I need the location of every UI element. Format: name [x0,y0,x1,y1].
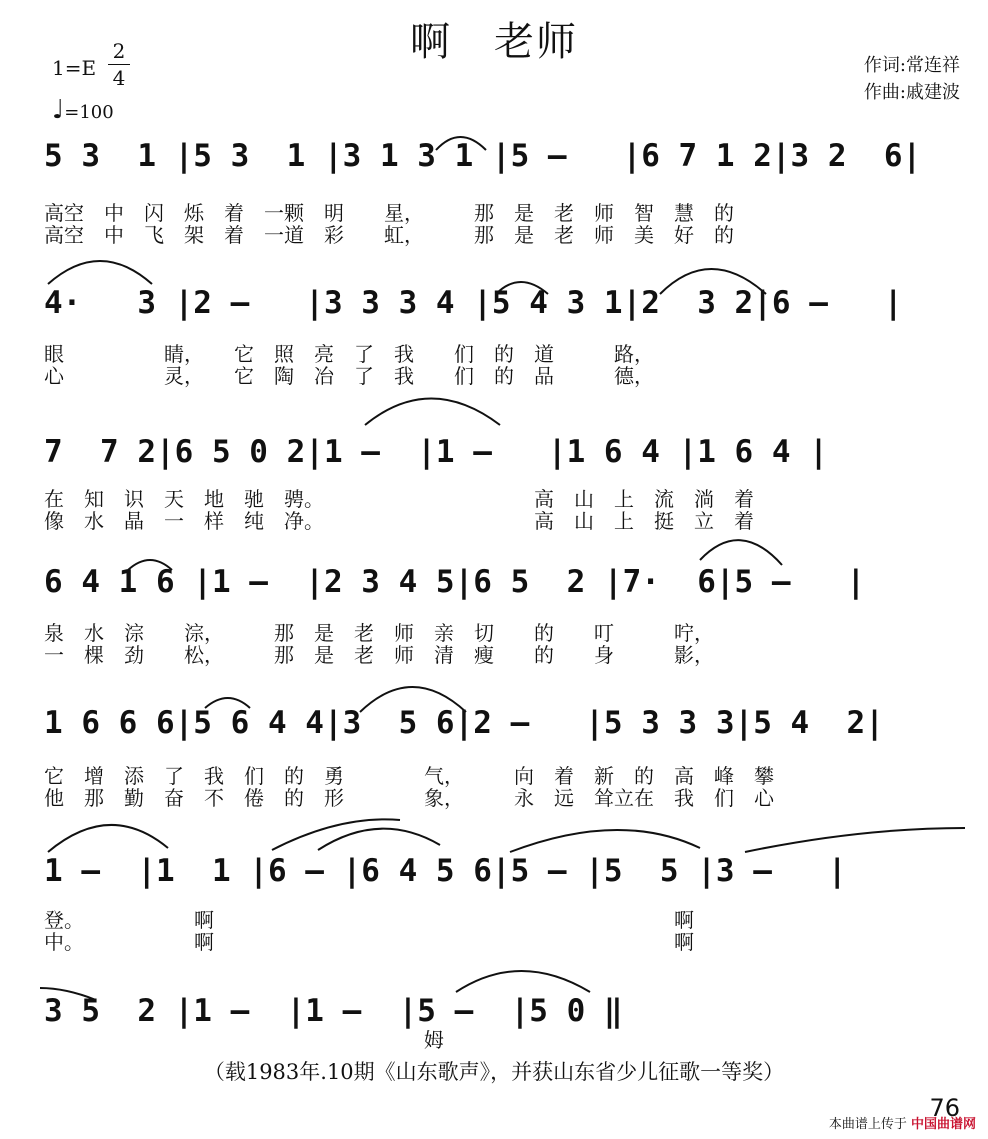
time-denominator: 4 [112,66,126,90]
slur-arc [128,560,172,570]
publication-note: （载1983年.10期《山东歌声》，并获山东省少儿征歌一等奖） [203,1060,785,1084]
quarter-note-icon: ♩ [52,95,65,125]
time-numerator: 2 [108,38,130,65]
page-number: 76 [929,1094,960,1122]
lyric-verse-1: 它 增 添 了 我 们 的 勇 气， 向 着 新 的 高 峰 攀 [44,764,774,788]
slur-arc [660,269,766,294]
slur-arc [48,825,168,852]
watermark-prefix: 本曲谱上传于 [828,1117,907,1132]
lyric-verse-1: 眼 睛， 它 照 亮 了 我 们 的 道 路， [44,342,654,366]
song-title: 啊 老师 [410,19,578,65]
notation-line: 7 7 2|6 5 0 2|1 – |1 – |1 6 4 |1 6 4 | [44,434,828,470]
slur-arc [496,282,548,294]
slur-arc [48,261,152,284]
slur-arc [700,540,782,565]
slur-arc [456,971,590,992]
slur-arc [360,687,466,712]
notation-line: 1 – |1 1 |6 – |6 4 5 6|5 – |5 5 |3 – | [44,853,847,889]
slur-arc [365,399,500,426]
slur-arc [205,698,250,708]
composer: 作曲:戚建波 [863,82,960,103]
lyricist: 作词:常连祥 [863,55,960,76]
watermark-site: 中国曲谱网 [910,1117,976,1132]
lyric-verse-2: 像 水 晶 一 样 纯 净。 高 山 上 挺 立 着 [44,509,754,533]
slur-arc [510,830,700,852]
lyric-verse-2: 高空 中 飞 架 着 一道 彩 虹， 那 是 老 师 美 好 的 [44,223,734,247]
lyric-verse-1: 泉 水 淙 淙， 那 是 老 师 亲 切 的 叮 咛， [44,621,714,645]
notation-line: 5 3 1 |5 3 1 |3 1 3 1 |5 – |6 7 1 2|3 2 6| [44,138,922,174]
slur-arc [745,828,965,852]
notation-line: 4· 3 |2 – |3 3 3 4 |5 4 3 1|2 3 2|6 – | [44,285,903,321]
slur-arc [318,829,440,850]
slur-arc [272,819,400,850]
lyric-verse-1: 登。 啊 啊 [44,908,694,932]
key-signature: 1=E [52,56,97,80]
lyric-verse-1: 在 知 识 天 地 驰 骋。 高 山 上 流 淌 着 [44,487,754,511]
lyric-verse-2: 一 棵 劲 松， 那 是 老 师 清 瘦 的 身 影， [44,643,714,667]
slur-arc [40,988,96,1000]
lyric-verse-1: 高空 中 闪 烁 着 一颗 明 星， 那 是 老 师 智 慧 的 [44,201,734,225]
watermark [829,1113,976,1132]
lyric-verse-1: 姆 [44,1028,444,1052]
tempo-value: =100 [64,102,114,123]
slur-arc [436,137,486,150]
notation-line: 1 6 6 6|5 6 4 4|3 5 6|2 – |5 3 3 3|5 4 2| [44,705,884,741]
lyric-verse-2: 中。 啊 啊 [44,930,694,954]
lyric-verse-2: 他 那 勤 奋 不 倦 的 形 象， 永 远 耸立在 我 们 心 [44,786,774,810]
lyric-verse-2: 心 灵， 它 陶 冶 了 我 们 的 品 德， [44,364,654,388]
notation-line: 3 5 2 |1 – |1 – |5 – |5 0 ‖ [44,993,623,1029]
notation-line: 6 4 1 6 |1 – |2 3 4 5|6 5 2 |7· 6|5 – | [44,564,866,600]
